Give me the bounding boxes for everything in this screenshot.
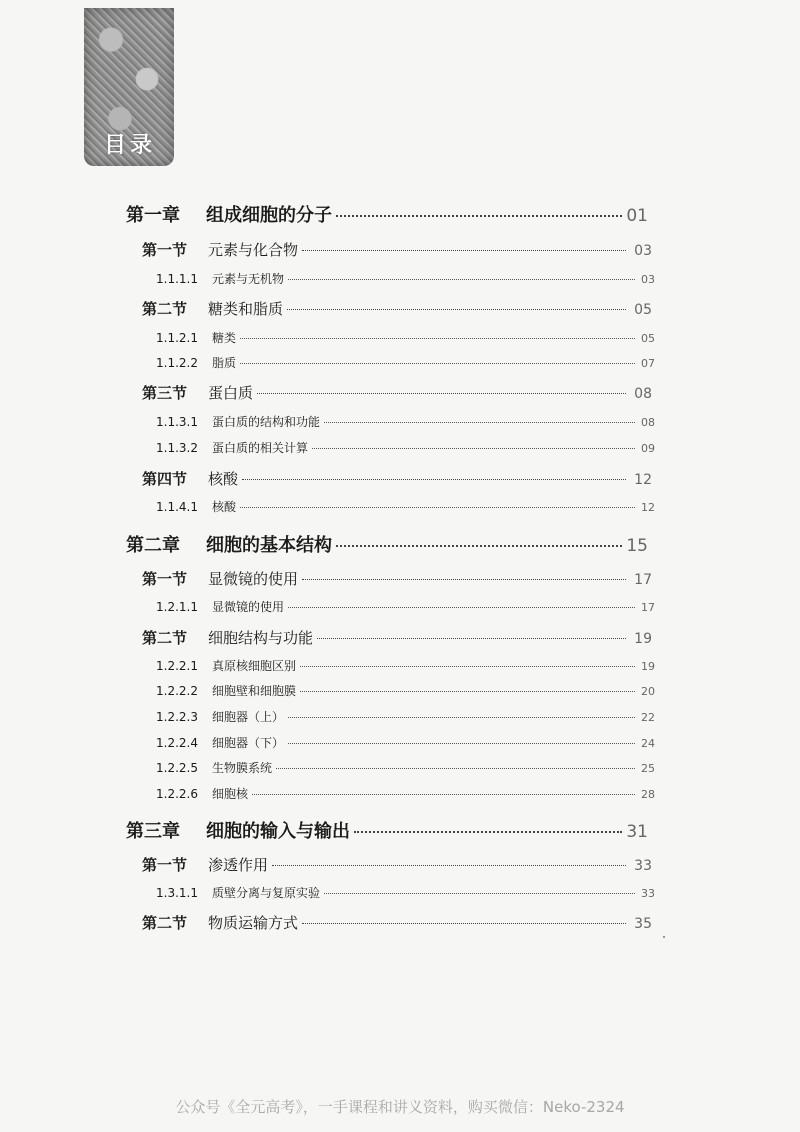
toc-subsection-number: 1.3.1.1 xyxy=(156,886,198,900)
toc-section-row[interactable] xyxy=(142,854,652,875)
toc-subsection-row[interactable] xyxy=(156,785,655,802)
toc-leader-dots xyxy=(288,743,635,744)
toc-page-number: 33 xyxy=(634,858,652,874)
toc-section-row[interactable] xyxy=(142,627,652,648)
toc-subsection-title: 细胞器（下） xyxy=(212,736,285,750)
toc-leader-dots xyxy=(276,768,635,769)
toc-subsection-number: 1.2.2.5 xyxy=(156,761,198,775)
toc-chapter-row[interactable] xyxy=(126,201,648,227)
toc-page-number: 24 xyxy=(641,737,655,750)
toc-subsection-row[interactable] xyxy=(156,657,655,674)
toc-page-number: 17 xyxy=(634,572,652,588)
toc-chapter-title: 细胞的基本结构 xyxy=(206,535,332,556)
toc-section-row[interactable] xyxy=(142,239,652,260)
toc-section-number: 第一节 xyxy=(142,856,188,874)
toc-leader-dots xyxy=(336,215,622,217)
toc-subsection-title: 细胞器（上） xyxy=(212,710,285,724)
toc-page-number: 05 xyxy=(634,302,652,318)
toc-page-number: 08 xyxy=(641,416,655,429)
toc-page-number: 05 xyxy=(641,332,655,345)
toc-page-number: 15 xyxy=(626,536,648,556)
toc-leader-dots xyxy=(242,479,626,480)
toc-subsection-number: 1.1.1.1 xyxy=(156,272,198,286)
toc-page-number: 12 xyxy=(641,501,655,514)
toc-section-title: 物质运输方式 xyxy=(208,914,299,932)
toc-subsection-number: 1.1.2.1 xyxy=(156,331,198,345)
toc-subsection-title: 显微镜的使用 xyxy=(212,600,285,614)
toc-page-number: 07 xyxy=(641,357,655,370)
toc-chapter-row[interactable] xyxy=(126,817,648,843)
toc-page-number: 03 xyxy=(634,243,652,259)
toc-subsection-title: 真原核细胞区别 xyxy=(212,659,297,673)
toc-leader-dots xyxy=(324,422,635,423)
toc-leader-dots xyxy=(336,545,622,547)
toc-subsection-number: 1.2.2.4 xyxy=(156,736,198,750)
toc-page-number: 17 xyxy=(641,601,655,614)
toc-subsection-row[interactable] xyxy=(156,884,655,901)
toc-subsection-row[interactable] xyxy=(156,270,655,287)
toc-page-number: 20 xyxy=(641,685,655,698)
toc-leader-dots xyxy=(302,923,626,924)
toc-tab-title: 目录 xyxy=(104,133,157,158)
toc-leader-dots xyxy=(312,448,635,449)
toc-section-title: 显微镜的使用 xyxy=(208,570,299,588)
toc-subsection-number: 1.2.2.6 xyxy=(156,787,198,801)
toc-section-row[interactable] xyxy=(142,912,652,933)
toc-leader-dots xyxy=(240,338,635,339)
toc-section-title: 蛋白质 xyxy=(208,384,254,402)
toc-chapter-number: 第三章 xyxy=(126,821,180,842)
toc-leader-dots xyxy=(287,309,626,310)
toc-subsection-row[interactable] xyxy=(156,759,655,776)
toc-page-number: 19 xyxy=(641,660,655,673)
toc-page-number: 19 xyxy=(634,631,652,647)
toc-section-number: 第四节 xyxy=(142,470,188,488)
toc-leader-dots xyxy=(288,717,635,718)
toc-section-number: 第二节 xyxy=(142,914,188,932)
toc-leader-dots xyxy=(302,250,626,251)
toc-chapter-row[interactable] xyxy=(126,531,648,557)
toc-subsection-number: 1.1.2.2 xyxy=(156,356,198,370)
toc-leader-dots xyxy=(354,831,622,833)
toc-subsection-row[interactable] xyxy=(156,682,655,699)
toc-page-number: 31 xyxy=(626,822,648,842)
toc-section-number: 第二节 xyxy=(142,629,188,647)
toc-subsection-title: 蛋白质的结构和功能 xyxy=(212,415,321,429)
toc-leader-dots xyxy=(324,893,635,894)
toc-subsection-row[interactable] xyxy=(156,708,655,725)
toc-section-row[interactable] xyxy=(142,382,652,403)
toc-subsection-number: 1.2.2.3 xyxy=(156,710,198,724)
footer-watermark: 公众号《全元高考》，一手课程和讲义资料，购买微信：Neko-2324 xyxy=(175,1098,625,1116)
toc-chapter-number: 第二章 xyxy=(126,535,180,556)
scan-speck xyxy=(663,936,665,938)
toc-subsection-title: 核酸 xyxy=(212,500,237,514)
toc-subsection-number: 1.1.3.2 xyxy=(156,441,198,455)
toc-section-number: 第一节 xyxy=(142,241,188,259)
toc-subsection-number: 1.2.1.1 xyxy=(156,600,198,614)
toc-section-title: 元素与化合物 xyxy=(208,241,299,259)
toc-leader-dots xyxy=(257,393,626,394)
toc-page-number: 22 xyxy=(641,711,655,724)
toc-subsection-title: 脂质 xyxy=(212,356,237,370)
toc-subsection-title: 生物膜系统 xyxy=(212,761,273,775)
toc-section-title: 渗透作用 xyxy=(208,856,269,874)
toc-section-number: 第一节 xyxy=(142,570,188,588)
toc-subsection-number: 1.2.2.1 xyxy=(156,659,198,673)
toc-chapter-number: 第一章 xyxy=(126,205,180,226)
toc-page-number: 33 xyxy=(641,887,655,900)
toc-page-number: 03 xyxy=(641,273,655,286)
toc-leader-dots xyxy=(300,691,635,692)
toc-subsection-row[interactable] xyxy=(156,498,655,515)
toc-leader-dots xyxy=(272,865,626,866)
toc-leader-dots xyxy=(240,363,635,364)
toc-subsection-title: 细胞核 xyxy=(212,787,249,801)
toc-leader-dots xyxy=(240,507,635,508)
toc-subsection-title: 质壁分离与复原实验 xyxy=(212,886,321,900)
toc-page-number: 01 xyxy=(626,206,648,226)
toc-page-number: 25 xyxy=(641,762,655,775)
toc-subsection-row[interactable] xyxy=(156,734,655,751)
toc-section-title: 糖类和脂质 xyxy=(208,300,284,318)
toc-chapter-title: 细胞的输入与输出 xyxy=(206,821,350,842)
toc-section-row[interactable] xyxy=(142,298,652,319)
toc-page-number: 08 xyxy=(634,386,652,402)
toc-subsection-title: 蛋白质的相关计算 xyxy=(212,441,309,455)
toc-section-row[interactable] xyxy=(142,568,652,589)
toc-section-number: 第二节 xyxy=(142,300,188,318)
toc-chapter-title: 组成细胞的分子 xyxy=(206,205,332,226)
toc-page-number: 35 xyxy=(634,916,652,932)
toc-subsection-title: 糖类 xyxy=(212,331,237,345)
toc-subsection-row[interactable] xyxy=(156,413,655,430)
toc-subsection-row[interactable] xyxy=(156,439,655,456)
toc-subsection-row[interactable] xyxy=(156,329,655,346)
toc-subsection-row[interactable] xyxy=(156,598,655,615)
toc-subsection-number: 1.2.2.2 xyxy=(156,684,198,698)
toc-section-row[interactable] xyxy=(142,468,652,489)
toc-subsection-row[interactable] xyxy=(156,354,655,371)
toc-leader-dots xyxy=(288,607,635,608)
toc-section-title: 细胞结构与功能 xyxy=(208,629,314,647)
toc-leader-dots xyxy=(317,638,626,639)
toc-leader-dots xyxy=(300,666,635,667)
toc-subsection-title: 元素与无机物 xyxy=(212,272,285,286)
toc-page-number: 12 xyxy=(634,472,652,488)
toc-section-number: 第三节 xyxy=(142,384,188,402)
toc-page-number: 28 xyxy=(641,788,655,801)
toc-page-number: 09 xyxy=(641,442,655,455)
toc-leader-dots xyxy=(252,794,635,795)
toc-subsection-title: 细胞壁和细胞膜 xyxy=(212,684,297,698)
toc-leader-dots xyxy=(288,279,635,280)
toc-leader-dots xyxy=(302,579,626,580)
toc-section-title: 核酸 xyxy=(208,470,239,488)
toc-subsection-number: 1.1.4.1 xyxy=(156,500,198,514)
toc-subsection-number: 1.1.3.1 xyxy=(156,415,198,429)
